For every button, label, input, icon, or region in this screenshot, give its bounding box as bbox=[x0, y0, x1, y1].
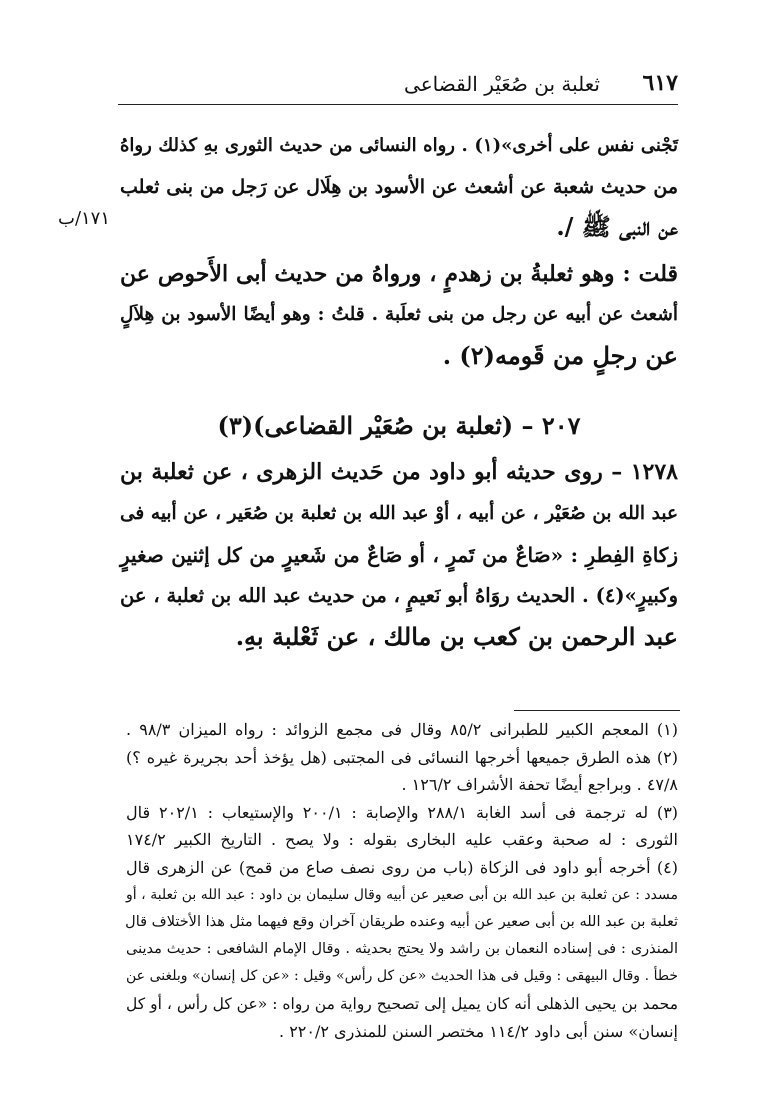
body-line: عن رجلٍ من قَومه(٢) . bbox=[442, 341, 678, 370]
entry-line: زكاةِ الفِطرِ : «صَاعٌ من تَمرٍ ، أو صَاعٌ من شَعيرٍ من كل إثنين صغيرٍ bbox=[120, 543, 678, 567]
page-number: ٦١٧ bbox=[642, 70, 678, 96]
footnote-line: (٢) هذه الطرق جميعها أخرجها النسائى فى المجتبى (هل يؤخذ أحد بجريرة غيره ؟) bbox=[126, 748, 679, 767]
footnote-line: ٤٧/٨ . وبراجع أيضًا تحفة الأشراف ١٢٦/٢ . bbox=[401, 775, 678, 794]
footnote-rule bbox=[514, 710, 680, 711]
body-line: قلت : وهو ثعلبةُ بن زهدمٍ ، ورواهُ من حديث أبى الأَحوص عن bbox=[120, 261, 678, 287]
footnote-line: خطأ . وقال البيهقى : وقيل فى هذا الحديث «عن كل رأس» وقيل : «عن كل إنسان» وبلغنى عن bbox=[126, 968, 678, 984]
entry-line: عبد الله بن صُعَيْر ، عن أبيه ، أوْ عبد الله بن ثعلبة بن صُعَير ، عن أبيه فى bbox=[120, 503, 678, 524]
footnote-line: الثورى : له صحبة وعقب عليه البخارى بقوله : ولا يصح . التاريخ الكبير ١٧٤/٢ bbox=[126, 830, 678, 849]
footnote-line: إنسان» سنن أبى داود ١١٤/٢ مختصر السنن للمنذرى ٢٢٠/٢ . bbox=[279, 1022, 678, 1041]
running-title: ثعلبة بن صُعَيْر القضاعى bbox=[404, 72, 600, 96]
running-header bbox=[118, 70, 678, 102]
footnote-line: (١) المعجم الكبير للطبرانى ٨٥/٢ وقال فى مجمع الزوائد : رواه الميزان ٩٨/٣ . bbox=[126, 720, 678, 739]
footnote-line: (٤) أخرجه أبو داود فى الزكاة (باب من روى نصف صاع من قمح) عن الزهرى قال bbox=[126, 858, 678, 877]
section-heading: ٢٠٧ – (ثعلبة بن صُعَيْر القضاعى)(٣) bbox=[217, 411, 581, 440]
margin-folio-note: ١٧١/ب bbox=[58, 208, 111, 229]
header-rule bbox=[118, 104, 678, 105]
body-line: من حديث شعبة عن أشعث عن الأسود بن هِلَال عن رَجل من بنى ثعلب bbox=[120, 176, 678, 198]
footnote-line: (٣) له ترجمة فى أسد الغابة ٢٨٨/١ والإصابة : ٢٠٠/١ والإستيعاب : ٢٠٢/١ قال bbox=[126, 803, 679, 822]
entry-line: عبد الرحمن بن كعب بن مالك ، عن ثَعْلبة بهِ. bbox=[235, 622, 678, 651]
body-line: أشعث عن أبيه عن رجل من بنى ثعلَبة . قلتُ : وهو أيضًا الأسود بن هِلاَلٍ bbox=[120, 304, 678, 325]
footnote-line: ثعلبة بن عبد الله بن أبى صعير عن أبيه وعنده طريقان آخران وقع فيهما مثل هذا الأختلاف قال bbox=[125, 914, 678, 930]
entry-line: وكبيرٍ»(٤) . الحديث روَاهُ أبو نَعيمٍ ، من حديث عبد الله بن ثعلبة ، عن bbox=[120, 584, 678, 607]
footnote-line: مسدد : عن ثعلبة بن عبد الله بن أبى صعير عن أبيه وقال سليمان بن داود : عبد الله بن ثعلبة ، أو bbox=[126, 887, 678, 903]
footnote-line: المنذرى : فى إسناده النعمان بن راشد ولا يحتج بحديثه . وقال الإمام الشافعى : حديث مدينى bbox=[126, 941, 678, 957]
entry-line: ١٢٧٨ – روى حديثه أبو داود من حَديث الزهرى ، عن ثعلبة بن bbox=[120, 459, 678, 485]
body-line: تَجْنى نفس على أخرى»(١) . رواه النسائى من حديث الثورى بهِ كذلك رواهُ bbox=[120, 135, 678, 156]
body-line: عن النبى ﷺ /. bbox=[556, 212, 678, 241]
footnote-line: محمد بن يحيى الذهلى أنه كان يميل إلى تصحيح رواية من رواه : «عن كل رأس ، أو كل bbox=[126, 995, 678, 1013]
